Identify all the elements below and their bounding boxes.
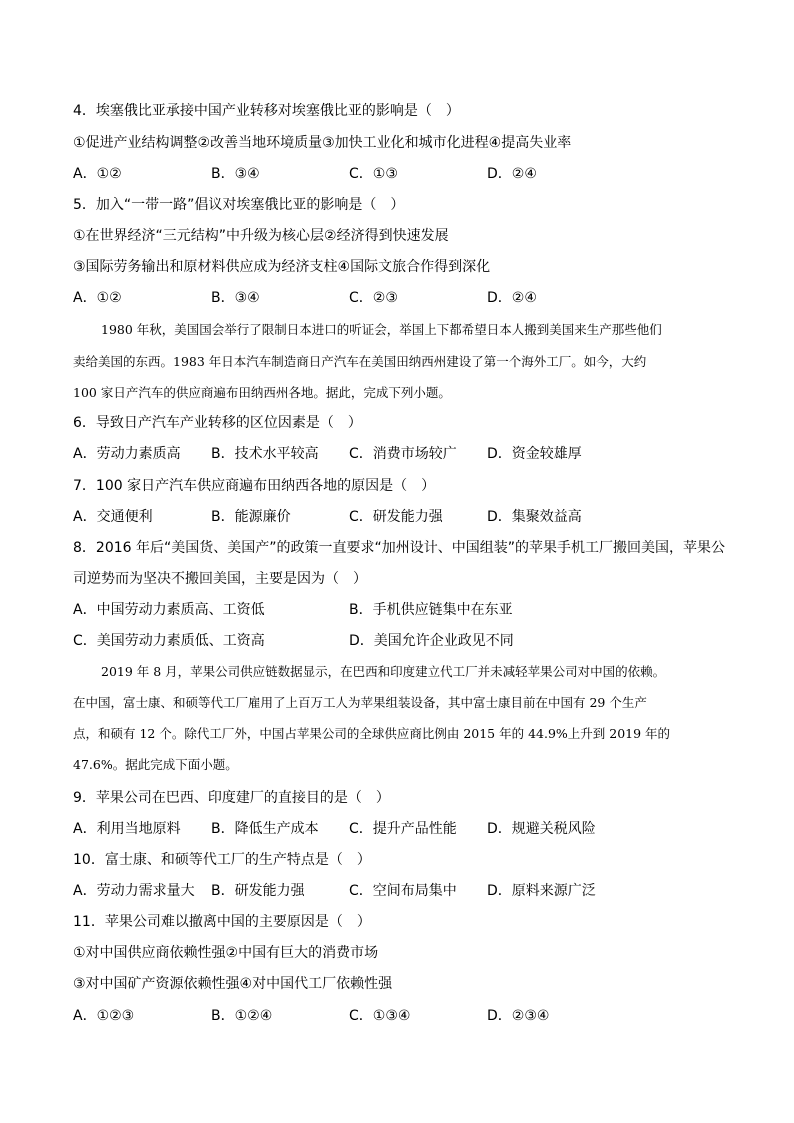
passage2-line-1: 2019 年 8 月，苹果公司供应链数据显示，在巴西和印度建立代工厂并未减轻苹果公司对中国的依赖。 [101,664,666,679]
q4-option-c: C．①③ [349,166,398,182]
q11-option-c: C．①③④ [349,1008,411,1024]
q6-option-b: B．技术水平较高 [211,446,319,462]
q11-stem: 11．苹果公司难以撤离中国的主要原因是（ ） [73,914,371,930]
q9-stem: 9．苹果公司在巴西、印度建厂的直接目的是（ ） [73,790,390,806]
q7-option-a: A．交通便利 [73,509,153,525]
q4-option-a: A．①② [73,166,122,182]
q8-options-row-1 [73,600,734,620]
q6-stem: 6．导致日产汽车产业转移的区位因素是（ ） [73,415,362,431]
q8-option-c: C．美国劳动力素质低、工资高 [73,633,265,649]
q8-stem-1: 8．2016 年后“美国货、美国产”的政策一直要求“加州设计、中国组装”的苹果手机工厂搬回美国，苹果公 [73,540,725,556]
q6-option-c: C．消费市场较广 [349,446,457,462]
q7-options [73,507,734,527]
passage1-line-2: 卖给美国的东西。1983 年日本汽车制造商日产汽车在美国田纳西州建设了第一个海外工厂。如今，大约 [73,354,647,369]
q11-option-b: B．①②④ [211,1008,273,1024]
q10-option-b: B．研发能力强 [211,883,305,899]
q6-options [73,444,734,464]
q9-options [73,819,734,839]
q8-option-a: A．中国劳动力素质高、工资低 [73,602,265,618]
passage2-line-3: 点，和硕有 12 个。除代工厂外，中国占苹果公司的全球供应商比例由 2015 年的 44.9%上升到 2019 年的 [73,726,671,741]
q7-stem: 7．100 家日产汽车供应商遍布田纳西各地的原因是（ ） [73,478,436,494]
q6-option-a: A．劳动力素质高 [73,446,181,462]
q4-option-d: D．②④ [487,166,537,182]
q7-option-d: D．集聚效益高 [487,509,582,525]
q10-option-a: A．劳动力需求量大 [73,883,195,899]
q11-items-1: ①对中国供应商依赖性强②中国有巨大的消费市场 [73,945,379,961]
q11-option-d: D．②③④ [487,1008,550,1024]
q11-options [73,1006,734,1026]
q9-option-b: B．降低生产成本 [211,821,319,837]
q7-option-b: B．能源廉价 [211,509,291,525]
q4-stem: 4．埃塞俄比亚承接中国产业转移对埃塞俄比亚的影响是（ ） [73,103,460,119]
passage2-line-2: 在中国，富士康、和硕等代工厂雇用了上百万工人为苹果组装设备，其中富士康目前在中国有 29 个生产 [73,695,647,710]
passage1-line-1: 1980 年秋，美国国会举行了限制日本进口的听证会，举国上下都希望日本人搬到美国来生产那些他们 [101,322,662,337]
q5-option-c: C．②③ [349,290,398,306]
q8-options-row-2 [73,631,734,651]
q9-option-a: A．利用当地原料 [73,821,181,837]
q8-option-d: D．美国允许企业政见不同 [349,633,514,649]
q9-option-c: C．提升产品性能 [349,821,457,837]
q9-option-d: D．规避关税风险 [487,821,596,837]
q4-option-b: B．③④ [211,166,260,182]
q8-option-b: B．手机供应链集中在东亚 [349,602,513,618]
q10-stem: 10．富士康、和硕等代工厂的生产特点是（ ） [73,852,371,868]
q10-option-d: D．原料来源广泛 [487,883,596,899]
q5-option-a: A．①② [73,290,122,306]
q5-stem: 5．加入“一带一路”倡议对埃塞俄比亚的影响是（ ） [73,197,405,213]
q6-option-d: D．资金较雄厚 [487,446,582,462]
q10-option-c: C．空间布局集中 [349,883,457,899]
q7-option-c: C．研发能力强 [349,509,443,525]
q11-items-2: ③对中国矿产资源依赖性强④对中国代工厂依赖性强 [73,976,393,992]
q8-stem-2: 司逆势而为坚决不搬回美国，主要是因为（ ） [73,571,367,587]
passage2-line-4: 47.6%。据此完成下面小题。 [73,757,238,772]
q5-items-1: ①在世界经济“三元结构”中升级为核心层②经济得到快速发展 [73,228,449,244]
q11-option-a: A．①②③ [73,1008,135,1024]
q4-options [73,164,734,184]
passage1-line-3: 100 家日产汽车的供应商遍布田纳西州各地。据此，完成下列小题。 [73,385,451,400]
q10-options [73,881,734,901]
q5-options [73,288,734,308]
q5-items-2: ③国际劳务输出和原材料供应成为经济支柱④国际文旅合作得到深化 [73,259,491,275]
q5-option-d: D．②④ [487,290,537,306]
q5-option-b: B．③④ [211,290,260,306]
q4-items: ①促进产业结构调整②改善当地环境质量③加快工业化和城市化进程④提高失业率 [73,135,572,151]
